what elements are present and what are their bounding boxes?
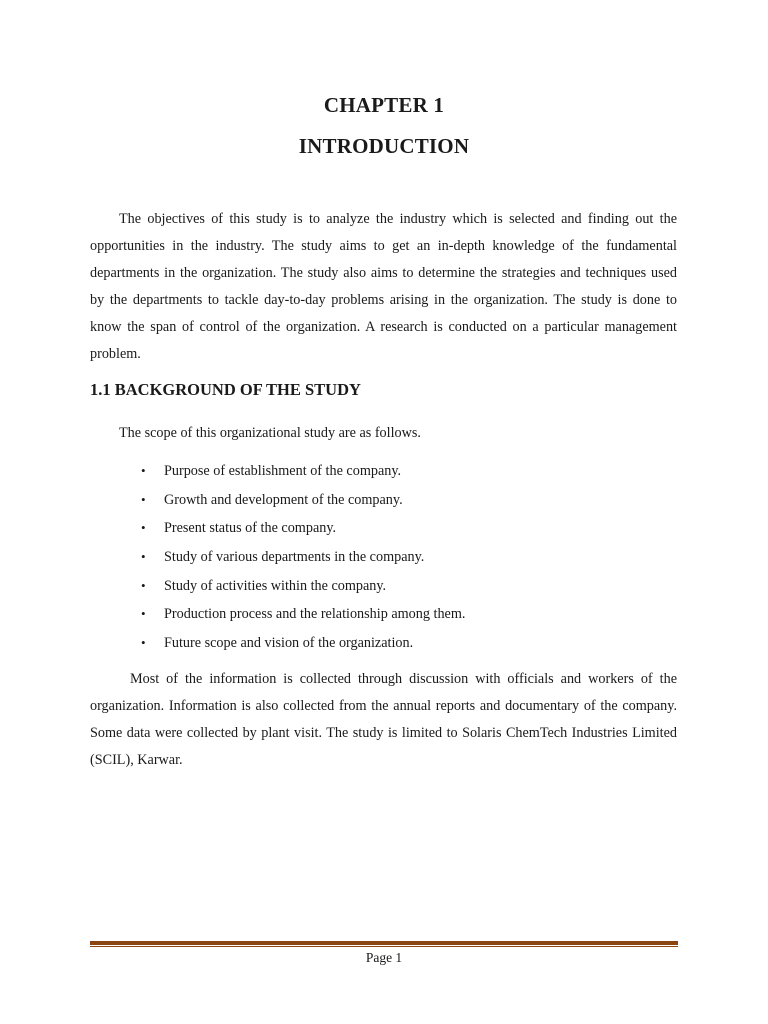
chapter-title: INTRODUCTION [298, 134, 470, 158]
bullet-icon: • [141, 491, 146, 507]
bullet-icon: • [141, 520, 146, 536]
page-number: Page 1 [365, 950, 403, 965]
list-item-text: Purpose of establishment of the company. [164, 463, 402, 479]
list-item-text: Future scope and vision of the organization. [164, 635, 414, 652]
bullet-icon: • [141, 549, 146, 565]
list-item-text: Growth and development of the company. [164, 491, 403, 508]
chapter-label: CHAPTER 1 [323, 93, 445, 117]
list-item-text: Study of activities within the company. [164, 577, 387, 594]
closing-paragraph: Most of the information is collected through discussion with officials and workers of the organization. Information is also collected from the annual reports and documentary of the company. Some data were collected by plant visit. The study is limited to Solaris ChemTech Industries Limited (SCIL), Karwar. [90, 671, 677, 768]
list-item-text: Production process and the relationship among them. [164, 606, 466, 623]
bullet-icon: • [141, 463, 146, 478]
footer-divider-thin [90, 946, 678, 947]
list-item-text: Present status of the company. [164, 520, 337, 537]
scope-intro: The scope of this organizational study are as follows. [119, 425, 421, 441]
bullet-icon: • [141, 606, 146, 622]
footer-divider [90, 941, 678, 947]
footer-divider-thick [90, 941, 678, 945]
section-heading: 1.1 BACKGROUND OF THE STUDY [90, 380, 361, 399]
bullet-icon: • [141, 577, 146, 593]
intro-paragraph: The objectives of this study is to analyze the industry which is selected and finding out the opportunities in the industry. The study aims to get an in-depth knowledge of the fundamental departments in the organization. The study also aims to determine the strategies and techniques used by the departments to tackle day-to-day problems arising in the organization. The study is done to know the span of control of the organization. A research is conducted on a particular management problem. [90, 211, 677, 362]
bullet-icon: • [141, 635, 146, 651]
list-item-text: Study of various departments in the company. [164, 549, 425, 566]
